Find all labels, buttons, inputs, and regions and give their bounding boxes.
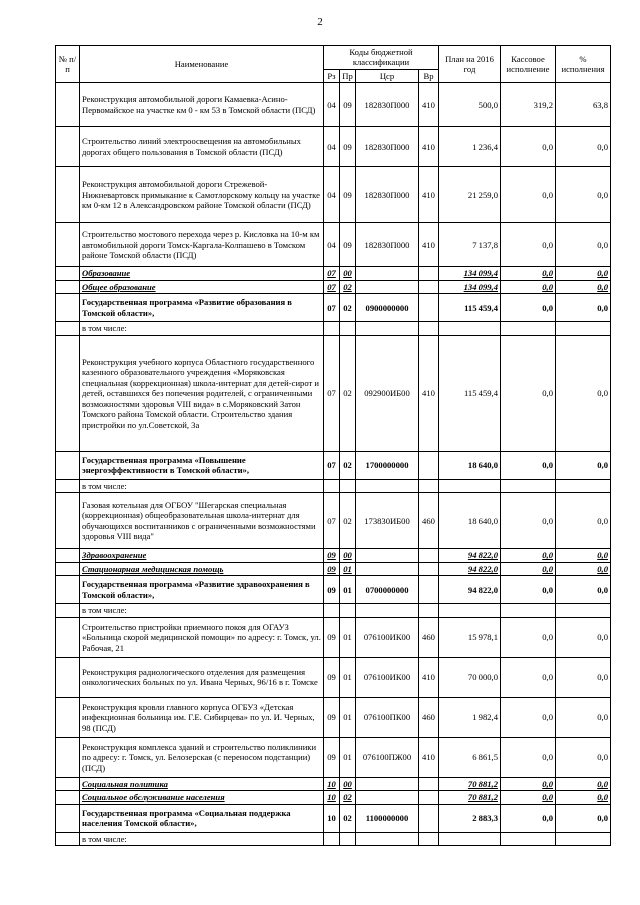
cell-pct: 0,0 — [556, 280, 611, 293]
cell-csr — [356, 604, 419, 617]
cell-cash: 0,0 — [501, 777, 556, 790]
cell-cash: 0,0 — [501, 335, 556, 451]
cell-name: в том числе: — [80, 322, 324, 335]
cell-num — [56, 617, 80, 657]
cell-csr: 076100ИК00 — [356, 617, 419, 657]
cell-plan: 115 459,4 — [439, 335, 501, 451]
cell-csr: 182830П000 — [356, 127, 419, 167]
cell-plan: 70 881,2 — [439, 791, 501, 804]
cell-plan — [439, 604, 501, 617]
table-row — [56, 604, 611, 617]
cell-plan: 70 000,0 — [439, 657, 501, 697]
table-row — [56, 737, 611, 777]
cell-pct — [556, 479, 611, 492]
cell-rz: 04 — [324, 167, 340, 223]
cell-name: в том числе: — [80, 604, 324, 617]
table-row — [56, 562, 611, 575]
table-row — [56, 267, 611, 280]
cell-plan: 134 099,4 — [439, 267, 501, 280]
cell-vr — [419, 604, 439, 617]
cell-pr: 01 — [340, 697, 356, 737]
cell-pr: 01 — [340, 576, 356, 604]
cell-csr: 076100ИК00 — [356, 657, 419, 697]
cell-num — [56, 267, 80, 280]
table-row — [56, 493, 611, 549]
cell-rz: 09 — [324, 562, 340, 575]
cell-vr: 410 — [419, 737, 439, 777]
table-row — [56, 280, 611, 293]
cell-pr: 02 — [340, 791, 356, 804]
cell-name: Газовая котельная для ОГБОУ "Шегарская специальная (коррекционная) общеобразовательная школа-интернат для обучающихся воспитанников с ограниченными возможностями здоровья VIII вида" — [80, 493, 324, 549]
cell-cash: 0,0 — [501, 167, 556, 223]
cell-num — [56, 657, 80, 697]
cell-rz — [324, 479, 340, 492]
cell-plan — [439, 479, 501, 492]
cell-num — [56, 223, 80, 267]
cell-name: в том числе: — [80, 832, 324, 845]
cell-vr — [419, 562, 439, 575]
cell-plan: 18 640,0 — [439, 493, 501, 549]
cell-rz: 07 — [324, 493, 340, 549]
cell-cash: 0,0 — [501, 791, 556, 804]
table-row — [56, 294, 611, 322]
cell-plan: 500,0 — [439, 83, 501, 127]
cell-rz: 09 — [324, 549, 340, 562]
cell-plan: 2 883,3 — [439, 804, 501, 832]
cell-num — [56, 549, 80, 562]
cell-num — [56, 167, 80, 223]
cell-csr: 182830П000 — [356, 223, 419, 267]
cell-name: Реконструкция кровли главного корпуса ОГБУЗ «Детская инфекционная больница им. Г.Е. Сибирцева» по ул. И. Черных, 98 (ПСД) — [80, 697, 324, 737]
cell-csr — [356, 832, 419, 845]
cell-name: Строительство пристройки приемного покоя для ОГАУЗ «Больница скорой медицинской помощи» по адресу: г. Томск, ул. Рабочая, 21 — [80, 617, 324, 657]
cell-vr: 460 — [419, 493, 439, 549]
cell-vr: 460 — [419, 617, 439, 657]
cell-num — [56, 127, 80, 167]
cell-rz: 09 — [324, 617, 340, 657]
cell-pr — [340, 322, 356, 335]
cell-csr — [356, 549, 419, 562]
cell-pr: 09 — [340, 167, 356, 223]
cell-rz: 07 — [324, 267, 340, 280]
cell-pr: 02 — [340, 451, 356, 479]
cell-name: Стационарная медицинская помощь — [80, 562, 324, 575]
cell-cash: 0,0 — [501, 267, 556, 280]
cell-num — [56, 280, 80, 293]
cell-csr — [356, 777, 419, 790]
cell-rz: 07 — [324, 294, 340, 322]
cell-cash: 0,0 — [501, 737, 556, 777]
cell-rz: 10 — [324, 804, 340, 832]
cell-pr: 01 — [340, 657, 356, 697]
cell-rz: 09 — [324, 697, 340, 737]
cell-pr — [340, 832, 356, 845]
cell-name: Социальная политика — [80, 777, 324, 790]
cell-name: Реконструкция учебного корпуса Областного государственного казенного образовательного учреждения «Моряковская специальная (коррекционная) школа-интернат для детей-сирот и детей, оставшихся без попечения родителей, с ограниченными возможностями здоровья VIII вида» в с.Моряковский Затон Томского района Томской области. Строительство здания пристройки по ул.Советской, 3а — [80, 335, 324, 451]
cell-vr: 410 — [419, 167, 439, 223]
cell-plan: 6 861,5 — [439, 737, 501, 777]
table-row — [56, 777, 611, 790]
cell-num — [56, 451, 80, 479]
cell-pct: 0,0 — [556, 576, 611, 604]
table-row — [56, 791, 611, 804]
header-codes: Коды бюджетной классификации — [324, 46, 439, 70]
cell-vr — [419, 791, 439, 804]
table-body — [56, 83, 611, 846]
cell-rz — [324, 322, 340, 335]
cell-pct: 0,0 — [556, 562, 611, 575]
cell-pct: 0,0 — [556, 697, 611, 737]
cell-pr: 00 — [340, 777, 356, 790]
cell-pr: 09 — [340, 223, 356, 267]
cell-pr — [340, 479, 356, 492]
cell-rz: 09 — [324, 737, 340, 777]
cell-vr — [419, 832, 439, 845]
table-row — [56, 832, 611, 845]
cell-pr: 09 — [340, 83, 356, 127]
cell-plan: 94 822,0 — [439, 576, 501, 604]
cell-rz: 09 — [324, 657, 340, 697]
cell-pct: 0,0 — [556, 167, 611, 223]
cell-pct: 0,0 — [556, 737, 611, 777]
cell-cash: 0,0 — [501, 280, 556, 293]
cell-pct: 0,0 — [556, 127, 611, 167]
cell-plan: 21 259,0 — [439, 167, 501, 223]
cell-name: Государственная программа «Развитие образования в Томской области», — [80, 294, 324, 322]
cell-vr — [419, 294, 439, 322]
table-row — [56, 322, 611, 335]
cell-pr: 01 — [340, 562, 356, 575]
cell-cash: 319,2 — [501, 83, 556, 127]
cell-pct: 0,0 — [556, 617, 611, 657]
cell-vr: 410 — [419, 127, 439, 167]
cell-num — [56, 322, 80, 335]
cell-pr: 02 — [340, 294, 356, 322]
cell-csr — [356, 562, 419, 575]
cell-pr: 00 — [340, 549, 356, 562]
cell-pr: 02 — [340, 804, 356, 832]
cell-num — [56, 737, 80, 777]
cell-cash: 0,0 — [501, 493, 556, 549]
header-num: № п/п — [56, 46, 80, 83]
cell-vr — [419, 777, 439, 790]
cell-vr: 460 — [419, 697, 439, 737]
cell-num — [56, 804, 80, 832]
cell-vr — [419, 280, 439, 293]
cell-name: Социальное обслуживание населения — [80, 791, 324, 804]
table-row — [56, 335, 611, 451]
cell-name: Общее образование — [80, 280, 324, 293]
cell-csr: 076100ПЖ00 — [356, 737, 419, 777]
cell-num — [56, 493, 80, 549]
cell-csr: 0900000000 — [356, 294, 419, 322]
cell-plan: 1 236,4 — [439, 127, 501, 167]
cell-num — [56, 832, 80, 845]
cell-vr — [419, 804, 439, 832]
cell-num — [56, 479, 80, 492]
table-row — [56, 804, 611, 832]
page-number: 2 — [317, 16, 323, 28]
cell-num — [56, 335, 80, 451]
cell-cash — [501, 322, 556, 335]
cell-csr: 0700000000 — [356, 576, 419, 604]
cell-name: Реконструкция автомобильной дороги Стрежевой-Нижневартовск примыкание к Самотлорскому кольцу на участке км 0-км 12 в Александровском районе Томской области (ПСД) — [80, 167, 324, 223]
cell-num — [56, 294, 80, 322]
cell-plan: 7 137,8 — [439, 223, 501, 267]
header-pr: Пр — [340, 69, 356, 82]
cell-rz: 04 — [324, 127, 340, 167]
table-row — [56, 697, 611, 737]
cell-cash: 0,0 — [501, 657, 556, 697]
cell-vr: 410 — [419, 657, 439, 697]
cell-pct: 0,0 — [556, 791, 611, 804]
cell-csr — [356, 280, 419, 293]
cell-vr: 410 — [419, 83, 439, 127]
table-row — [56, 223, 611, 267]
cell-cash — [501, 832, 556, 845]
header-pct: % исполнения — [556, 46, 611, 83]
cell-csr: 182830П000 — [356, 83, 419, 127]
cell-plan: 134 099,4 — [439, 280, 501, 293]
cell-num — [56, 562, 80, 575]
cell-rz: 07 — [324, 280, 340, 293]
cell-pr: 01 — [340, 617, 356, 657]
cell-rz: 07 — [324, 335, 340, 451]
cell-rz: 04 — [324, 223, 340, 267]
cell-rz: 10 — [324, 791, 340, 804]
cell-pct — [556, 322, 611, 335]
cell-csr: 1700000000 — [356, 451, 419, 479]
cell-plan: 115 459,4 — [439, 294, 501, 322]
cell-rz: 07 — [324, 451, 340, 479]
cell-num — [56, 777, 80, 790]
cell-plan: 94 822,0 — [439, 549, 501, 562]
header-csr: Цср — [356, 69, 419, 82]
table-row — [56, 479, 611, 492]
cell-cash — [501, 479, 556, 492]
cell-cash: 0,0 — [501, 294, 556, 322]
cell-plan: 18 640,0 — [439, 451, 501, 479]
cell-cash — [501, 604, 556, 617]
cell-name: Государственная программа «Повышение энергоэффективности в Томской области», — [80, 451, 324, 479]
cell-cash: 0,0 — [501, 223, 556, 267]
budget-table — [55, 45, 611, 846]
header-rz: Рз — [324, 69, 340, 82]
cell-pct — [556, 832, 611, 845]
cell-rz — [324, 832, 340, 845]
table-row — [56, 451, 611, 479]
cell-vr — [419, 549, 439, 562]
cell-name: в том числе: — [80, 479, 324, 492]
cell-name: Реконструкция комплекса зданий и строительство поликлиники по адресу: г. Томск, ул. Белозерская (с переносом подстанции) (ПСД) — [80, 737, 324, 777]
cell-num — [56, 83, 80, 127]
cell-name: Строительство линий электроосвещения на автомобильных дорогах общего пользования в Томской области (ПСД) — [80, 127, 324, 167]
cell-csr — [356, 267, 419, 280]
cell-rz — [324, 604, 340, 617]
cell-pr: 02 — [340, 493, 356, 549]
cell-vr: 410 — [419, 335, 439, 451]
cell-vr: 410 — [419, 223, 439, 267]
cell-pct: 0,0 — [556, 451, 611, 479]
cell-pct: 0,0 — [556, 223, 611, 267]
cell-rz: 09 — [324, 576, 340, 604]
cell-vr — [419, 479, 439, 492]
table-row — [56, 657, 611, 697]
cell-name: Реконструкция радиологического отделения для размещения онкологических больных по ул. Ивана Черных, 96/16 в г. Томске — [80, 657, 324, 697]
cell-cash: 0,0 — [501, 617, 556, 657]
cell-num — [56, 697, 80, 737]
cell-cash: 0,0 — [501, 451, 556, 479]
cell-pct: 0,0 — [556, 804, 611, 832]
cell-vr — [419, 451, 439, 479]
cell-cash: 0,0 — [501, 562, 556, 575]
cell-plan — [439, 322, 501, 335]
cell-vr — [419, 576, 439, 604]
cell-csr: 076100ПК00 — [356, 697, 419, 737]
cell-pct: 0,0 — [556, 294, 611, 322]
cell-pct: 63,8 — [556, 83, 611, 127]
cell-name: Государственная программа «Социальная поддержка населения Томской области», — [80, 804, 324, 832]
cell-name: Образование — [80, 267, 324, 280]
cell-pct: 0,0 — [556, 493, 611, 549]
header-plan: План на 2016 год — [439, 46, 501, 83]
cell-pr: 01 — [340, 737, 356, 777]
cell-rz: 10 — [324, 777, 340, 790]
cell-plan: 15 978,1 — [439, 617, 501, 657]
cell-pr — [340, 604, 356, 617]
cell-csr: 173830ИБ00 — [356, 493, 419, 549]
table-row — [56, 617, 611, 657]
cell-vr — [419, 322, 439, 335]
cell-cash: 0,0 — [501, 549, 556, 562]
cell-pr: 00 — [340, 267, 356, 280]
cell-num — [56, 604, 80, 617]
cell-pr: 02 — [340, 280, 356, 293]
cell-plan: 1 982,4 — [439, 697, 501, 737]
cell-csr — [356, 479, 419, 492]
cell-pct: 0,0 — [556, 549, 611, 562]
cell-plan — [439, 832, 501, 845]
table-row — [56, 576, 611, 604]
cell-rz: 04 — [324, 83, 340, 127]
cell-pct — [556, 604, 611, 617]
header-name: Наименование — [80, 46, 324, 83]
cell-num — [56, 576, 80, 604]
cell-csr: 092900ИБ00 — [356, 335, 419, 451]
cell-pct: 0,0 — [556, 777, 611, 790]
cell-cash: 0,0 — [501, 576, 556, 604]
cell-vr — [419, 267, 439, 280]
cell-plan: 94 822,0 — [439, 562, 501, 575]
cell-num — [56, 791, 80, 804]
cell-cash: 0,0 — [501, 804, 556, 832]
cell-plan: 70 881,2 — [439, 777, 501, 790]
cell-cash: 0,0 — [501, 127, 556, 167]
cell-pct: 0,0 — [556, 335, 611, 451]
cell-csr — [356, 791, 419, 804]
cell-pr: 02 — [340, 335, 356, 451]
header-row — [56, 46, 611, 70]
cell-csr: 1100000000 — [356, 804, 419, 832]
table-row — [56, 549, 611, 562]
table-row — [56, 167, 611, 223]
cell-name: Реконструкция автомобильной дороги Камаевка-Асино-Первомайское на участке км 0 - км 53 в Томской области (ПСД) — [80, 83, 324, 127]
cell-pr: 09 — [340, 127, 356, 167]
header-cash: Кассовое исполнение — [501, 46, 556, 83]
table-row — [56, 127, 611, 167]
cell-pct: 0,0 — [556, 267, 611, 280]
cell-cash: 0,0 — [501, 697, 556, 737]
cell-pct: 0,0 — [556, 657, 611, 697]
cell-csr — [356, 322, 419, 335]
cell-name: Здравоохранение — [80, 549, 324, 562]
table-row — [56, 83, 611, 127]
header-vr: Вр — [419, 69, 439, 82]
cell-csr: 182830П000 — [356, 167, 419, 223]
cell-name: Государственная программа «Развитие здравоохранения в Томской области», — [80, 576, 324, 604]
cell-name: Строительство мостового перехода через р. Кисловка на 10-м км автомобильной дороги Томск-Каргала-Колпашево в Томском районе Томской области (ПСД) — [80, 223, 324, 267]
